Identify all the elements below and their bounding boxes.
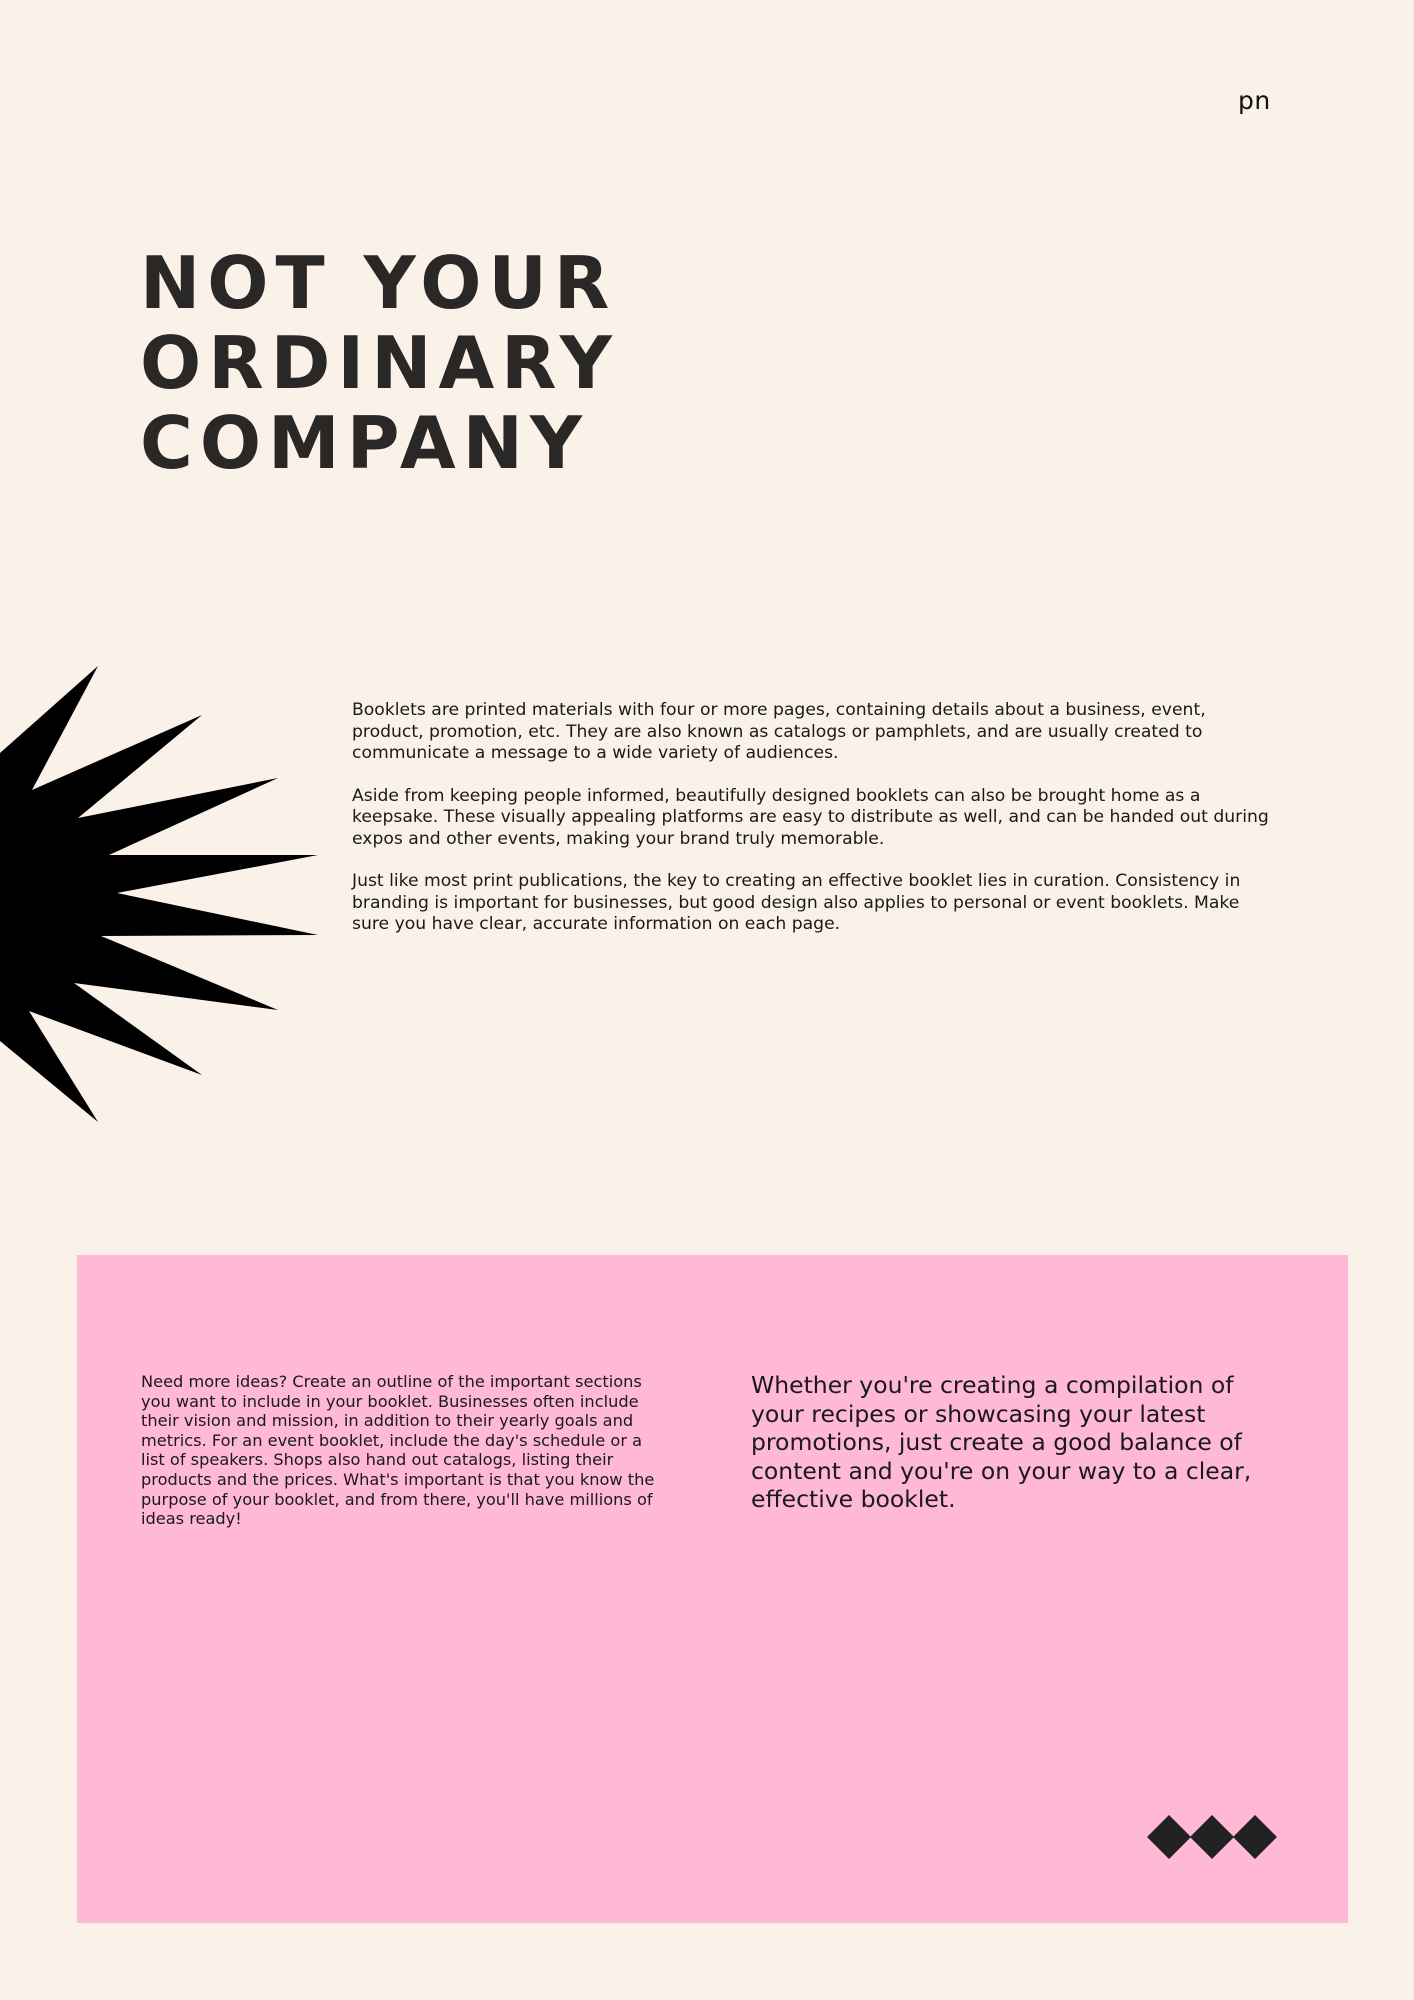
intro-paragraph-1: Booklets are printed materials with four or more pages, containing details about a business, event, product, promotion, etc. They are also known as catalogs or pamphlets, and are usually created to communicate a message to a wide variety of audiences. [352,700,1206,763]
page-title [140,243,840,483]
intro-paragraph-2: Aside from keeping people informed, beautifully designed booklets can also be brought home as a keepsake. These visually appealing platforms are easy to distribute as well, and can be handed out during expos and other events, making your brand truly memorable. [352,785,1269,849]
diamond-trio-icon [1147,1815,1277,1859]
starburst-icon [0,660,330,1130]
title-line-2: ORDINARY [140,321,619,405]
ideas-paragraph: Need more ideas? Create an outline of the important sections you want to include in your booklet. Businesses often include their vision and mission, in addition to their yearly goals and metrics. For an event booklet, include the day's schedule or a list of speakers. Shops also hand out catalogs, listing their products and the prices. What's important is that you know the purpose of your booklet, and from there, you'll have millions of ideas ready! [141,1372,655,1529]
quote-paragraph: Whether you're creating a compilation of your recipes or showcasing your latest promotions, just create a good balance of content and you're on your way to a clear, effective booklet. [751,1371,1252,1514]
intro-text [352,700,1272,957]
title-line-1: NOT YOUR [140,241,617,325]
intro-paragraph-3: Just like most print publications, the key to creating an effective booklet lies in curation. Consistency in branding is important for businesses, but good design also applies to personal or event booklets. Make sure you have clear, accurate information on each page. [352,871,1241,934]
brand-logo: pn [1238,86,1271,115]
title-line-3: COMPANY [140,401,589,485]
